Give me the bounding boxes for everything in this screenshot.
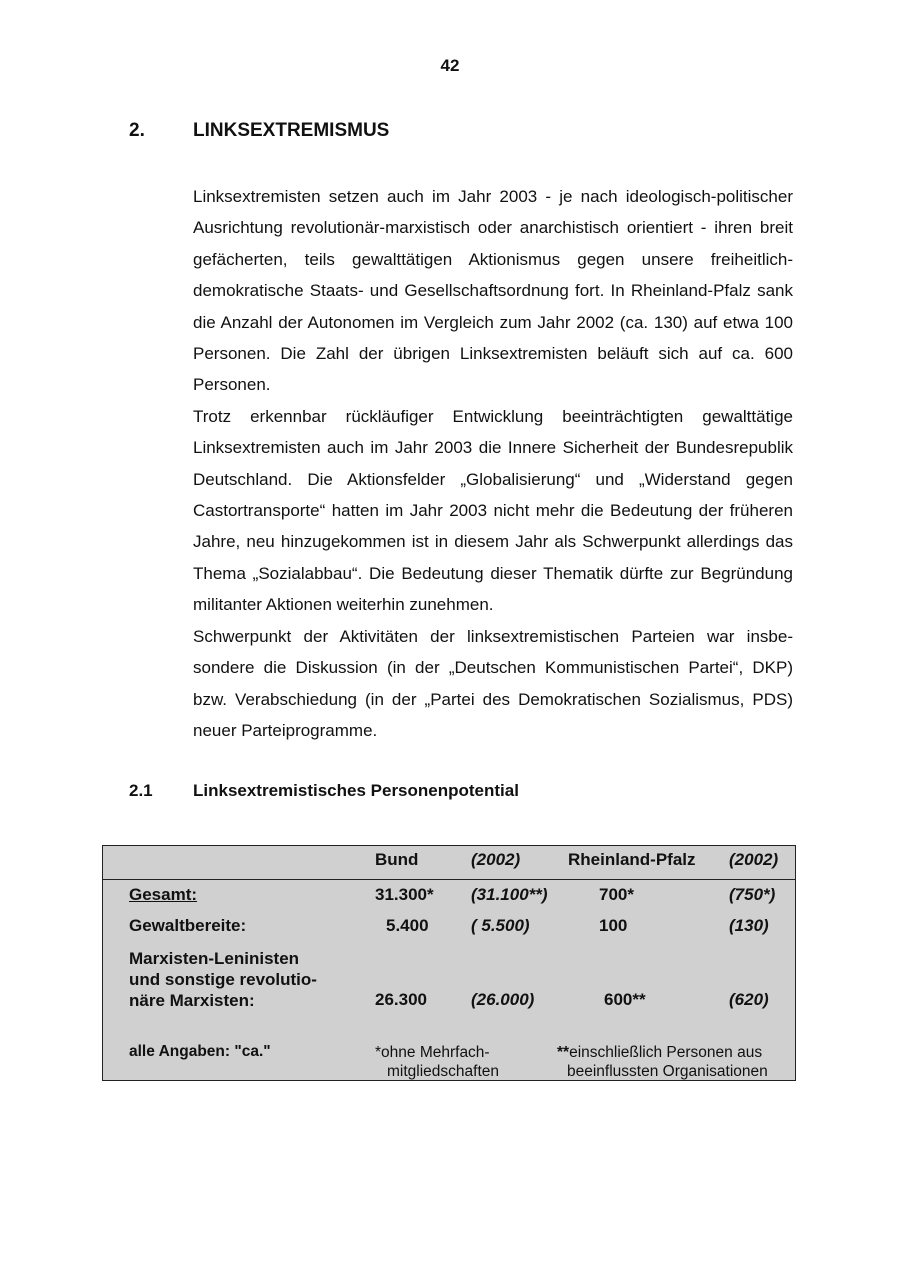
section-body	[193, 181, 793, 746]
footnote-line: beeinflussten Organisationen	[567, 1063, 768, 1080]
header-bund: Bund	[375, 850, 419, 869]
footnote-mark: **	[557, 1044, 570, 1061]
subsection-title: Linksextremistisches Personenpotential	[193, 781, 519, 800]
row-label-marxisten	[129, 948, 317, 1011]
cell-gewaltbereite-bund: 5.400	[386, 916, 429, 935]
cell-gewaltbereite-rlp-2002: (130)	[729, 916, 769, 935]
cell-gesamt-bund-2002: (31.100**)	[471, 885, 548, 904]
page-number: 42	[440, 56, 460, 75]
header-bund-2002: (2002)	[471, 850, 521, 869]
cell-marxisten-bund: 26.300	[375, 990, 427, 1009]
row-label-line: näre Marxisten:	[129, 991, 255, 1010]
note-all-values-approx: alle Angaben: "ca."	[129, 1043, 271, 1060]
personenpotential-table	[102, 845, 796, 1081]
paragraph: Trotz erkennbar rückläufiger Entwicklung beeinträchtigten gewalttätige Linksextremisten auch im Jahr 2003 die Innere Sicherheit der Bundesrepublik Deutschland. Die Aktionsfelder „Globalisierung“ und „Widerstand gegen Castortransporte“ hatten im Jahr 2003 nicht mehr die Bedeutung der früheren Jahre, neu hinzugekommen ist in diesem Jahr als Schwerpunkt allerdings das Thema „Sozialabbau“. Die Bedeutung dieser Thematik dürfte zur Begründung militanter Aktionen weiterhin zunehmen.	[193, 406, 793, 615]
row-label-gewaltbereite: Gewaltbereite:	[129, 916, 247, 935]
footnote-double-star	[557, 1043, 768, 1081]
row-label-line: Marxisten-Leninisten	[129, 949, 300, 968]
footnote-line: *ohne Mehrfach-	[375, 1044, 490, 1061]
header-rlp-2002: (2002)	[729, 850, 779, 869]
footnote-line: mitgliedschaften	[387, 1063, 500, 1080]
footnote-line: **einschließlich Personen aus	[557, 1044, 763, 1061]
cell-marxisten-rlp-2002: (620)	[729, 990, 769, 1009]
paragraph: Schwerpunkt der Aktivitäten der linksextremistischen Parteien war insbesondere die Diskussion (in der „Deutschen Kommunistischen Partei“, DKP) bzw. Verabschiedung (in der „Partei des Demokratischen Sozialismus, PDS) neuer Parteiprogramme.	[193, 626, 793, 740]
header-rheinland-pfalz: Rheinland-Pfalz	[568, 850, 696, 869]
row-label-gesamt: Gesamt:	[129, 885, 198, 904]
subsection-number: 2.1	[129, 781, 153, 800]
cell-gesamt-bund: 31.300*	[375, 885, 434, 904]
cell-gesamt-rlp: 700*	[599, 885, 634, 904]
section-number: 2.	[129, 120, 145, 141]
footnote-single-star	[375, 1043, 499, 1081]
cell-gesamt-rlp-2002: (750*)	[729, 885, 776, 904]
cell-gewaltbereite-rlp: 100	[599, 916, 628, 935]
cell-marxisten-bund-2002: (26.000)	[471, 990, 535, 1009]
section-heading	[129, 120, 389, 142]
row-label-line: und sonstige revolutio-	[129, 970, 317, 989]
subsection-heading	[129, 781, 519, 801]
paragraph: Linksextremisten setzen auch im Jahr 2003 - je nach ideologisch-politischer Ausrichtung revolutionär-marxistisch oder anarchistisch orientiert - ihren breit gefächerten, teils gewalttätigen Aktionismus gegen unsere freiheitlich-demokratische Staats- und Gesellschaftsordnung fort. In Rheinland-Pfalz sank die Anzahl der Autonomen im Vergleich zum Jahr 2002 (ca. 130) auf etwa 100 Personen. Die Zahl der übrigen Linksextremisten beläuft sich auf ca. 600 Personen.	[193, 187, 793, 395]
cell-gewaltbereite-bund-2002: ( 5.500)	[471, 916, 530, 935]
section-title: LINKSEXTREMISMUS	[193, 120, 390, 141]
header-divider	[103, 879, 795, 880]
cell-marxisten-rlp: 600**	[604, 990, 646, 1009]
